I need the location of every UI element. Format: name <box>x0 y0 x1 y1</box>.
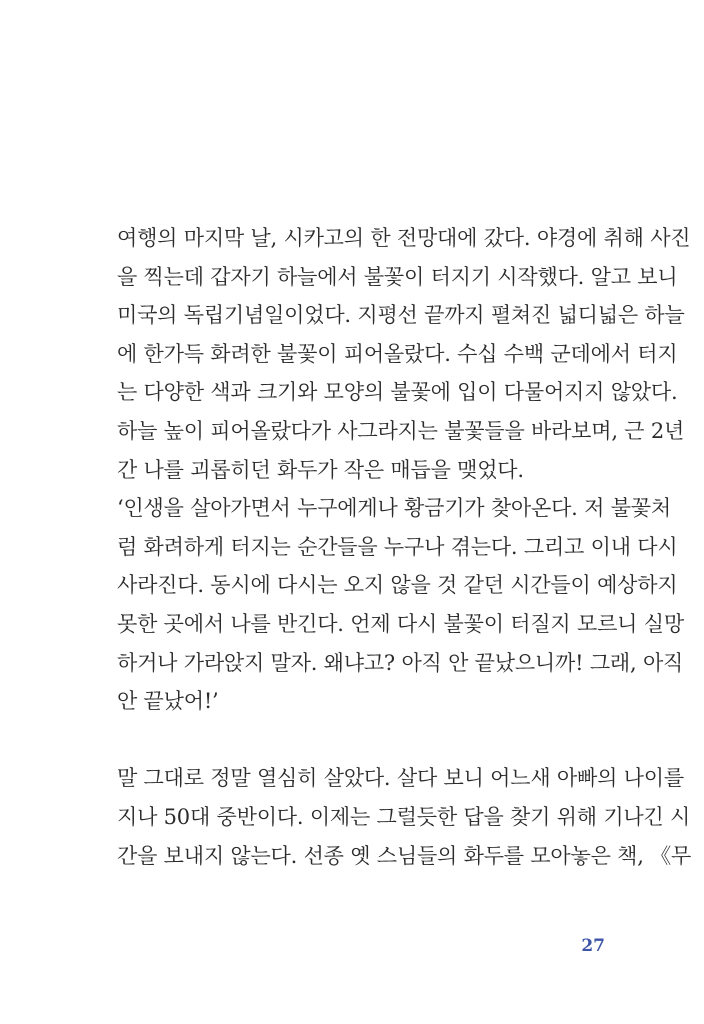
text-block <box>117 219 692 875</box>
text-line: 못한 곳에서 나를 반긴다. 언제 다시 불꽃이 터질지 모르니 실망 <box>117 611 684 636</box>
text-line: ‘인생을 살아가면서 누구에게나 황금기가 찾아온다. 저 불꽃처 <box>117 496 671 521</box>
paragraph-travel-fireworks <box>117 219 691 489</box>
text-line: 간 나를 괴롭히던 화두가 작은 매듭을 맺었다. <box>117 457 524 482</box>
text-line: 여행의 마지막 날, 시카고의 한 전망대에 갔다. 야경에 취해 사진 <box>117 226 691 250</box>
paragraph-living-hard <box>117 759 692 875</box>
text-line: 는 다양한 색과 크기와 모양의 불꽃에 입이 다물어지지 않았다. <box>117 380 678 405</box>
text-line: 간을 보내지 않는다. 선종 옛 스님들의 화두를 모아놓은 책, 《무 <box>117 843 692 868</box>
text-line: 하늘 높이 피어올랐다가 사그라지는 불꽃들을 바라보며, 근 2년 <box>117 418 685 443</box>
page-number: 27 <box>581 936 605 956</box>
text-line: 하거나 가라앉지 말자. 왜냐고? 아직 안 끝났으니까! 그래, 아직 <box>117 650 684 675</box>
text-line: 말 그대로 정말 열심히 살았다. 살다 보니 어느새 아빠의 나이를 <box>117 766 684 791</box>
text-line: 지나 50대 중반이다. 이제는 그럴듯한 답을 찾기 위해 기나긴 시 <box>117 804 691 829</box>
text-line: 럼 화려하게 터지는 순간들을 누구나 겪는다. 그리고 이내 다시 <box>117 534 678 559</box>
paragraph-inner-quote <box>117 489 684 721</box>
text-line: 안 끝났어!’ <box>117 689 219 714</box>
text-line: 을 찍는데 갑자기 하늘에서 불꽃이 터지기 시작했다. 알고 보니 <box>117 264 678 289</box>
text-line: 미국의 독립기념일이었다. 지평선 끝까지 펼쳐진 넓디넓은 하늘 <box>117 303 685 328</box>
text-line: 에 한가득 화려한 불꽃이 피어올랐다. 수십 수백 군데에서 터지 <box>117 341 678 366</box>
text-line: 사라진다. 동시에 다시는 오지 않을 것 같던 시간들이 예상하지 <box>117 573 678 598</box>
